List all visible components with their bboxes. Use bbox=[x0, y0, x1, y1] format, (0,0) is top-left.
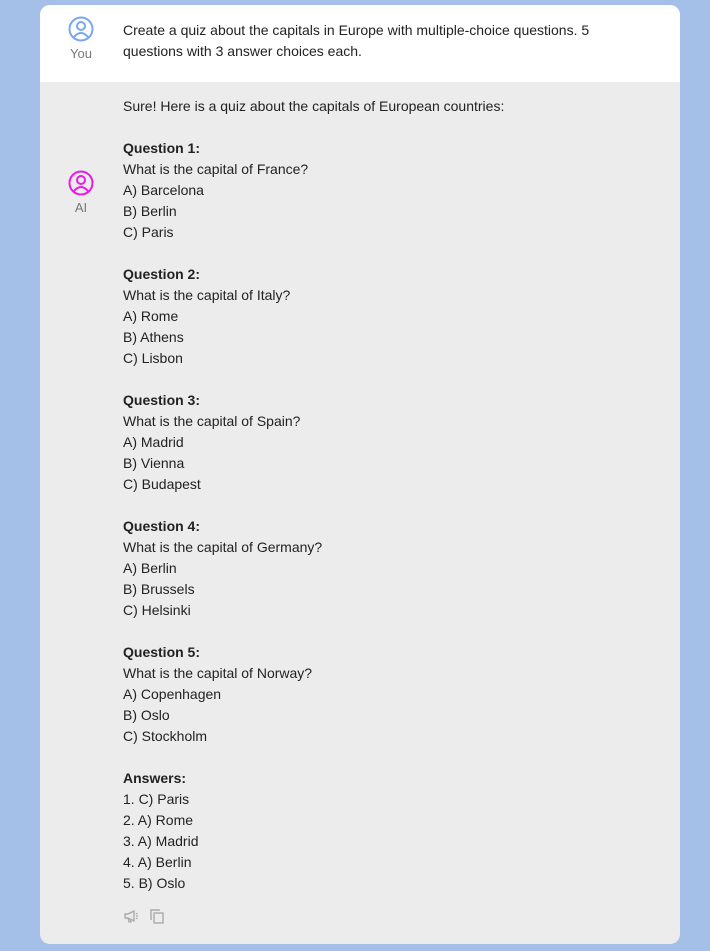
user-message-line: questions with 3 answer choices each. bbox=[123, 43, 362, 59]
user-avatar-icon bbox=[68, 16, 94, 42]
question-title: Question 3: bbox=[123, 392, 201, 408]
ai-avatar-icon bbox=[68, 170, 94, 196]
answer-option: B) Athens bbox=[123, 329, 184, 345]
ai-message-text bbox=[123, 96, 643, 894]
question-prompt: What is the capital of Italy? bbox=[123, 287, 291, 303]
answer-option: C) Helsinki bbox=[123, 602, 191, 618]
answers-section bbox=[123, 768, 643, 894]
answer-key-item: 1. C) Paris bbox=[123, 791, 190, 807]
question-title: Question 5: bbox=[123, 644, 201, 660]
question-prompt: What is the capital of Norway? bbox=[123, 665, 313, 681]
answer-option: A) Berlin bbox=[123, 560, 177, 576]
answer-option: C) Paris bbox=[123, 224, 174, 240]
chat-panel bbox=[40, 5, 680, 944]
user-message-text bbox=[123, 20, 643, 62]
answer-option: C) Lisbon bbox=[123, 350, 183, 366]
answer-option: A) Rome bbox=[123, 308, 179, 324]
answer-key-item: 4. A) Berlin bbox=[123, 854, 192, 870]
answer-option: B) Vienna bbox=[123, 455, 185, 471]
answer-option: B) Oslo bbox=[123, 707, 170, 723]
answer-option: A) Copenhagen bbox=[123, 686, 222, 702]
ai-intro: Sure! Here is a quiz about the capitals of European countries: bbox=[123, 98, 505, 114]
quiz-question bbox=[123, 642, 643, 747]
question-prompt: What is the capital of Germany? bbox=[123, 539, 323, 555]
answer-key-item: 3. A) Madrid bbox=[123, 833, 199, 849]
copy-icon[interactable] bbox=[149, 908, 165, 924]
answer-key-item: 5. B) Oslo bbox=[123, 875, 186, 891]
answer-option: B) Brussels bbox=[123, 581, 195, 597]
user-avatar-column bbox=[66, 16, 96, 61]
answer-key-item: 2. A) Rome bbox=[123, 812, 194, 828]
question-title: Question 2: bbox=[123, 266, 201, 282]
quiz-question bbox=[123, 390, 643, 495]
answer-option: C) Stockholm bbox=[123, 728, 208, 744]
user-message bbox=[40, 5, 680, 82]
quiz-question bbox=[123, 264, 643, 369]
question-title: Question 1: bbox=[123, 140, 201, 156]
answer-option: A) Barcelona bbox=[123, 182, 204, 198]
question-prompt: What is the capital of Spain? bbox=[123, 413, 301, 429]
answers-title: Answers: bbox=[123, 770, 187, 786]
answer-option: B) Berlin bbox=[123, 203, 177, 219]
question-title: Question 4: bbox=[123, 518, 201, 534]
user-sender-label: You bbox=[70, 46, 92, 61]
answer-option: A) Madrid bbox=[123, 434, 184, 450]
quiz-question bbox=[123, 516, 643, 621]
message-actions bbox=[123, 908, 165, 924]
question-prompt: What is the capital of France? bbox=[123, 161, 309, 177]
answer-option: C) Budapest bbox=[123, 476, 201, 492]
ai-avatar-column bbox=[66, 170, 96, 215]
megaphone-icon[interactable] bbox=[123, 908, 139, 924]
user-message-line: Create a quiz about the capitals in Europe with multiple-choice questions. 5 bbox=[123, 22, 590, 38]
quiz-question bbox=[123, 138, 643, 243]
ai-sender-label: AI bbox=[74, 200, 88, 215]
